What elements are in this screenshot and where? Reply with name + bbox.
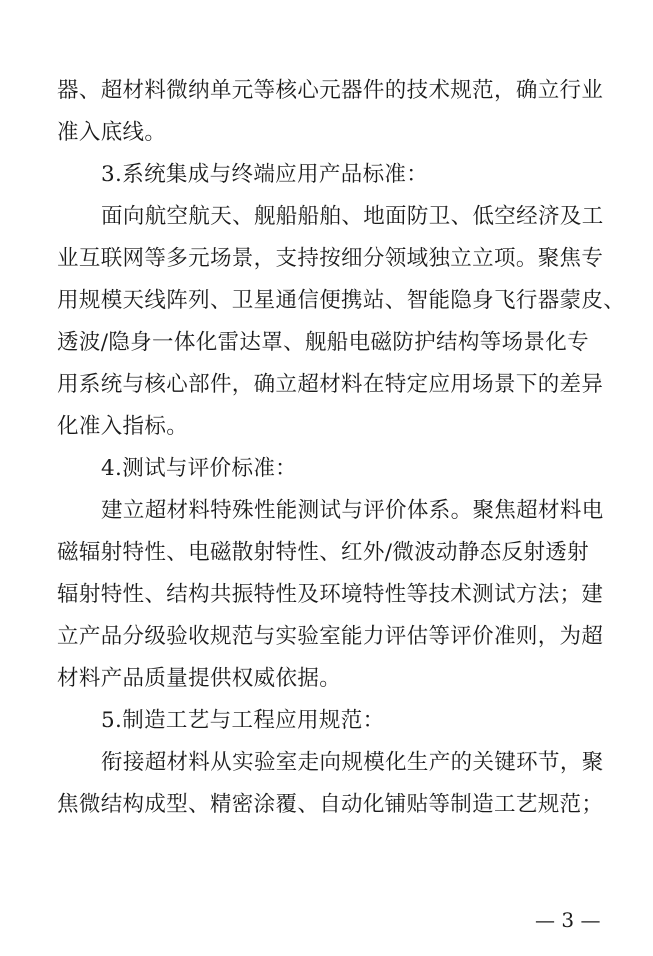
page-number: — 3 — bbox=[535, 908, 601, 932]
text-line: 衔接超材料从实验室走向规模化生产的关键环节，聚 bbox=[101, 750, 604, 775]
text-line: 材料产品质量提供权威依据。 bbox=[57, 666, 342, 691]
document-body bbox=[57, 70, 626, 826]
text-line: 器、超材料微纳单元等核心元器件的技术规范，确立行业 bbox=[57, 78, 604, 103]
text-line: 用系统与核心部件，确立超材料在特定应用场景下的差异 bbox=[57, 372, 604, 397]
text-line: 4.测试与评价标准： bbox=[101, 456, 298, 481]
text-line: 建立超材料特殊性能测试与评价体系。聚焦超材料电 bbox=[101, 498, 604, 523]
text-line: 面向航空航天、舰船船舶、地面防卫、低空经济及工 bbox=[101, 204, 604, 229]
text-line: 5.制造工艺与工程应用规范： bbox=[101, 708, 385, 733]
text-line: 化准入指标。 bbox=[57, 414, 189, 439]
text-line: 辐射特性、结构共振特性及环境特性等技术测试方法；建 bbox=[57, 582, 604, 607]
text-line: 业互联网等多元场景，支持按细分领域独立立项。聚焦专 bbox=[57, 246, 604, 271]
text-line: 准入底线。 bbox=[57, 120, 167, 145]
text-line: 3.系统集成与终端应用产品标准： bbox=[101, 162, 429, 187]
text-line: 立产品分级验收规范与实验室能力评估等评价准则，为超 bbox=[57, 624, 604, 649]
text-line: 用规模天线阵列、卫星通信便携站、智能隐身飞行器蒙皮、 bbox=[57, 288, 626, 313]
text-line: 透波/隐身一体化雷达罩、舰船电磁防护结构等场景化专 bbox=[57, 330, 589, 355]
text-line: 焦微结构成型、精密涂覆、自动化铺贴等制造工艺规范； bbox=[57, 792, 604, 817]
text-line: 磁辐射特性、电磁散射特性、红外/微波动静态反射透射 bbox=[57, 540, 589, 565]
